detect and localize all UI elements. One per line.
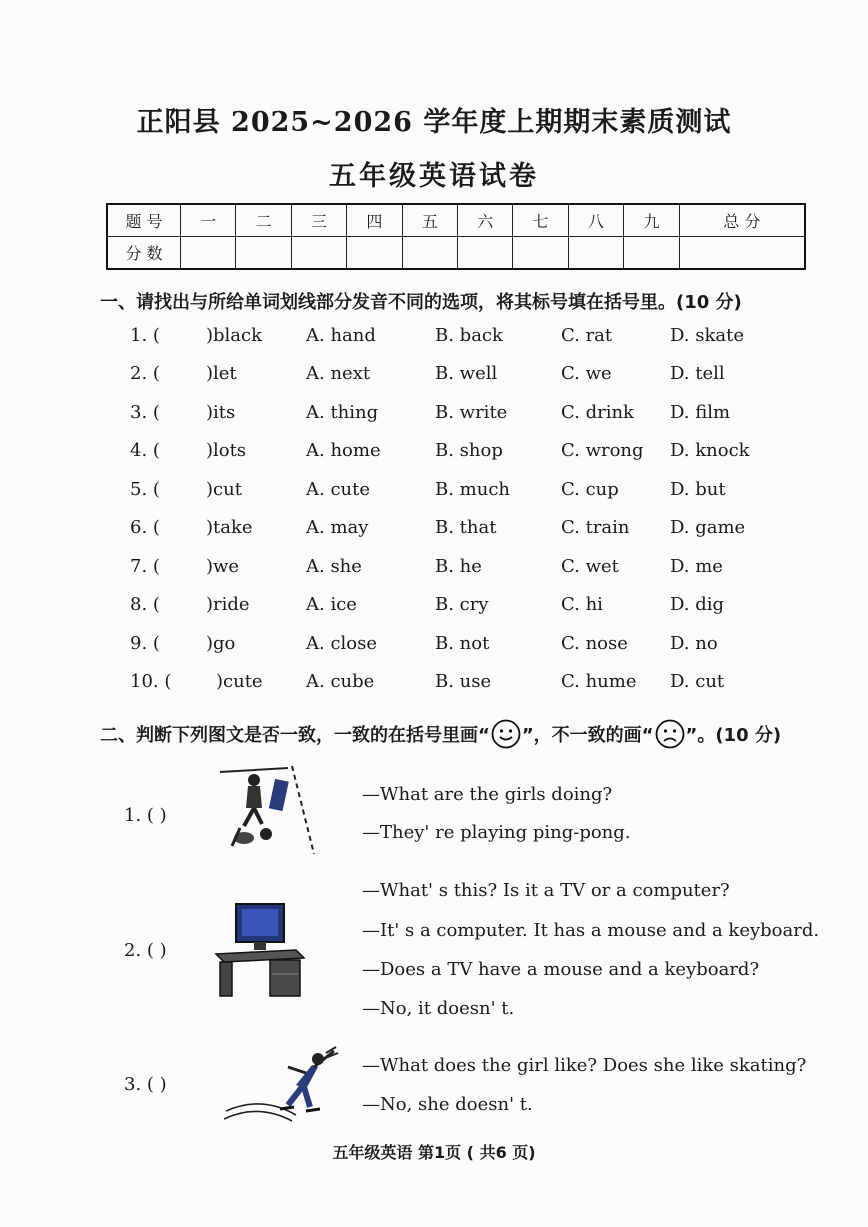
section2-heading-part1: 二、判断下列图文是否一致，一致的在括号里画“ [100, 725, 490, 746]
option-a: A. next [306, 363, 371, 384]
dialog-line: —Does a TV have a mouse and a keyboard? [362, 959, 760, 980]
score-header-cell: 二 [236, 204, 291, 237]
score-table [106, 203, 806, 270]
question-word: )go [206, 633, 236, 654]
item-number[interactable]: 1. ( ) [124, 805, 167, 826]
option-d: D. no [670, 633, 718, 654]
option-d: D. dig [670, 594, 725, 615]
option-c: C. nose [561, 633, 628, 654]
question-word: )cute [216, 671, 263, 692]
option-a: A. thing [306, 402, 379, 423]
option-a: A. home [306, 440, 381, 461]
score-header-cell: 八 [568, 204, 623, 237]
dialog-line: —No, she doesn' t. [362, 1094, 533, 1115]
score-input-cell[interactable] [679, 237, 805, 270]
option-c: C. cup [561, 479, 619, 500]
option-b: B. that [435, 517, 497, 538]
dialog-line: —No, it doesn' t. [362, 998, 515, 1019]
option-d: D. film [670, 402, 731, 423]
computer-desk-illustration [212, 900, 308, 1000]
option-c: C. wet [561, 556, 619, 577]
question-word: )we [206, 556, 240, 577]
item-number[interactable]: 2. ( ) [124, 940, 167, 961]
option-d: D. cut [670, 671, 725, 692]
score-input-cell[interactable] [236, 237, 291, 270]
option-b: B. write [435, 402, 508, 423]
score-header-cell: 四 [347, 204, 402, 237]
option-d: D. me [670, 556, 723, 577]
dialog-line: —It' s a computer. It has a mouse and a keyboard. [362, 920, 820, 941]
score-header-cell: 五 [402, 204, 457, 237]
score-header-cell: 总 分 [679, 204, 805, 237]
dialog-line: —What are the girls doing? [362, 784, 613, 805]
option-d: D. game [670, 517, 746, 538]
score-header-cell: 九 [624, 204, 679, 237]
option-b: B. much [435, 479, 511, 500]
dialog-line: —They' re playing ping-pong. [362, 822, 631, 843]
option-a: A. cute [306, 479, 371, 500]
option-b: B. cry [435, 594, 489, 615]
score-input-cell[interactable] [291, 237, 346, 270]
score-table-score-row [107, 237, 805, 270]
question-word: )take [206, 517, 253, 538]
score-header-cell: 三 [291, 204, 346, 237]
score-input-cell[interactable] [568, 237, 623, 270]
option-c: C. rat [561, 325, 613, 346]
option-c: C. drink [561, 402, 634, 423]
question-number[interactable]: 8. ( [130, 594, 160, 615]
option-c: C. train [561, 517, 630, 538]
option-d: D. skate [670, 325, 744, 346]
score-input-cell[interactable] [181, 237, 236, 270]
option-a: A. hand [306, 325, 376, 346]
dialog-line: —What does the girl like? Does she like skating? [362, 1055, 807, 1076]
option-a: A. cube [306, 671, 375, 692]
option-c: C. hume [561, 671, 637, 692]
question-number[interactable]: 4. ( [130, 440, 160, 461]
option-b: B. he [435, 556, 482, 577]
option-a: A. close [306, 633, 378, 654]
score-header-cell: 题 号 [107, 204, 181, 237]
option-b: B. well [435, 363, 498, 384]
question-word: )lots [206, 440, 247, 461]
skating-girl-illustration [222, 1045, 342, 1125]
question-number[interactable]: 9. ( [130, 633, 160, 654]
option-d: D. but [670, 479, 726, 500]
option-a: A. may [306, 517, 369, 538]
score-table-header-row [107, 204, 805, 237]
question-number[interactable]: 3. ( [130, 402, 160, 423]
option-c: C. hi [561, 594, 603, 615]
question-word: )its [206, 402, 236, 423]
score-input-cell[interactable] [513, 237, 568, 270]
score-input-cell[interactable] [347, 237, 402, 270]
exam-subtitle: 五年级英语试卷 [329, 161, 539, 192]
option-d: D. knock [670, 440, 750, 461]
score-row-label: 分 数 [107, 237, 181, 270]
question-word: )black [206, 325, 263, 346]
section2-heading-part2: ”，不一致的画“ [521, 725, 654, 746]
score-input-cell[interactable] [458, 237, 513, 270]
question-number[interactable]: 1. ( [130, 325, 160, 346]
page-footer: 五年级英语 第1页 ( 共6 页) [332, 1143, 536, 1162]
score-header-cell: 七 [513, 204, 568, 237]
option-d: D. tell [670, 363, 725, 384]
item-number[interactable]: 3. ( ) [124, 1074, 167, 1095]
score-input-cell[interactable] [402, 237, 457, 270]
score-input-cell[interactable] [624, 237, 679, 270]
question-number[interactable]: 6. ( [130, 517, 160, 538]
smiley-face-icon [490, 718, 522, 750]
option-b: B. shop [435, 440, 503, 461]
section2-heading-part3: ”。(10 分) [685, 725, 782, 746]
option-b: B. back [435, 325, 503, 346]
sad-face-icon [654, 718, 686, 750]
exam-title: 正阳县 2025~2026 学年度上期期末素质测试 [136, 107, 732, 138]
option-a: A. ice [306, 594, 357, 615]
question-word: )ride [206, 594, 250, 615]
option-b: B. not [435, 633, 490, 654]
section2-heading [100, 718, 781, 750]
option-c: C. wrong [561, 440, 644, 461]
score-header-cell: 一 [181, 204, 236, 237]
section1-heading: 一、请找出与所给单词划线部分发音不同的选项，将其标号填在括号里。(10 分) [100, 292, 742, 313]
option-b: B. use [435, 671, 492, 692]
dialog-line: —What' s this? Is it a TV or a computer? [362, 880, 730, 901]
ping-pong-illustration [214, 764, 322, 856]
option-a: A. she [306, 556, 362, 577]
question-number[interactable]: 5. ( [130, 479, 160, 500]
question-number[interactable]: 10. ( [130, 671, 172, 692]
score-header-cell: 六 [458, 204, 513, 237]
option-c: C. we [561, 363, 612, 384]
question-number[interactable]: 7. ( [130, 556, 160, 577]
question-number[interactable]: 2. ( [130, 363, 160, 384]
question-word: )let [206, 363, 237, 384]
question-word: )cut [206, 479, 242, 500]
